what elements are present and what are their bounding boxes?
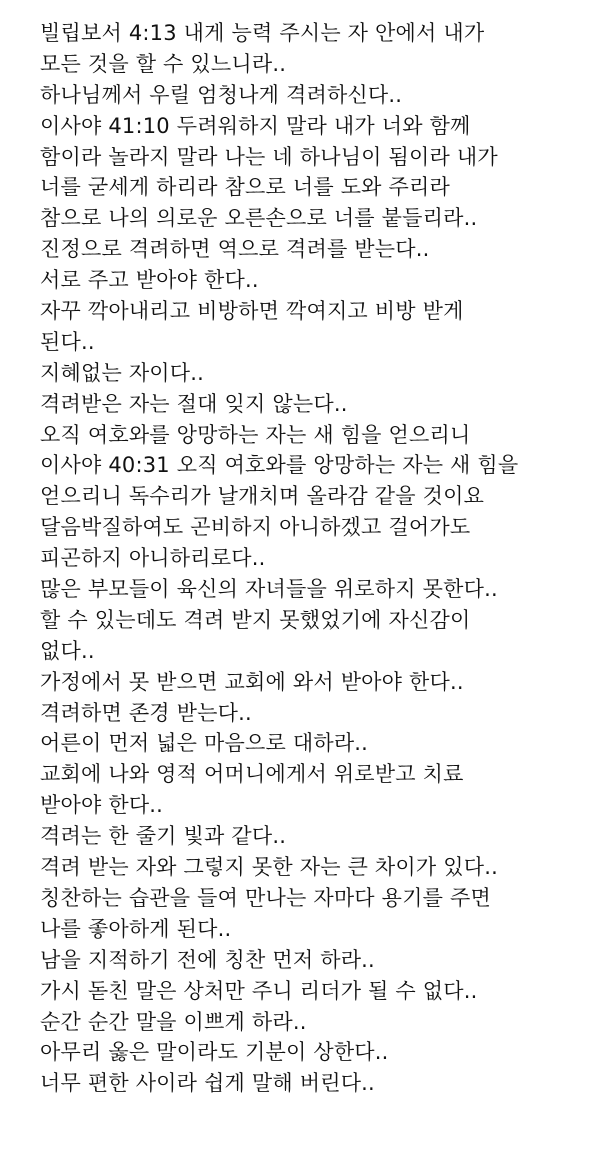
text-line: 서로 주고 받아야 한다.. [40,268,259,293]
text-line: 함이라 놀라지 말라 나는 네 하나님이 됨이라 내가 [40,144,498,169]
text-line: 너를 굳세게 하리라 참으로 너를 도와 주리라 [40,175,450,200]
text-line: 격려하면 존경 받는다.. [40,700,252,725]
text-line: 자꾸 깍아내리고 비방하면 깍여지고 비방 받게 [40,299,464,324]
text-line: 할 수 있는데도 격려 받지 못했었기에 자신감이 [40,607,471,632]
text-line: 남을 지적하기 전에 칭찬 먼저 하라.. [40,947,375,972]
text-line: 격려받은 자는 절대 잊지 않는다.. [40,391,348,416]
text-line: 참으로 나의 의로운 오른손으로 너를 붙들리라.. [40,206,478,231]
text-line: 너무 편한 사이라 쉽게 말해 버린다.. [40,1071,375,1096]
text-line: 나를 좋아하게 된다.. [40,916,232,941]
text-line: 피곤하지 아니하리로다.. [40,546,266,571]
text-line: 모든 것을 할 수 있느니라.. [40,51,287,76]
text-line: 어른이 먼저 넓은 마음으로 대하라.. [40,731,369,756]
text-line: 가정에서 못 받으면 교회에 와서 받아야 한다.. [40,669,464,694]
text-line: 이사야 40:31 오직 여호와를 앙망하는 자는 새 힘을 [40,453,519,478]
text-line: 순간 순간 말을 이쁘게 하라.. [40,1009,307,1034]
text-line: 이사야 41:10 두려워하지 말라 내가 너와 함께 [40,113,471,138]
text-line: 지혜없는 자이다.. [40,360,205,385]
text-line: 칭찬하는 습관을 들여 만나는 자마다 용기를 주면 [40,885,491,910]
text-line: 격려는 한 줄기 빛과 같다.. [40,824,287,849]
text-line: 격려 받는 자와 그렇지 못한 자는 큰 차이가 있다.. [40,855,498,880]
text-line: 오직 여호와를 앙망하는 자는 새 힘을 얻으리니 [40,422,471,447]
text-line: 교회에 나와 영적 어머니에게서 위로받고 치료 [40,762,464,787]
text-line: 가시 돋친 말은 상처만 주니 리더가 될 수 없다.. [40,978,478,1003]
text-line: 아무리 옳은 말이라도 기분이 상한다.. [40,1040,389,1065]
text-line: 하나님께서 우릴 엄청나게 격려하신다.. [40,82,403,107]
text-lines [40,18,584,1099]
text-line: 받아야 한다.. [40,793,164,818]
text-line: 진정으로 격려하면 역으로 격려를 받는다.. [40,237,430,262]
text-line: 많은 부모들이 육신의 자녀들을 위로하지 못한다.. [40,577,498,602]
text-line: 없다.. [40,638,95,663]
text-line: 빌립보서 4:13 내게 능력 주시는 자 안에서 내가 [40,21,485,45]
text-line: 달음박질하여도 곤비하지 아니하겠고 걸어가도 [40,515,471,540]
text-line: 된다.. [40,329,95,354]
text-line: 얻으리니 독수리가 날개치며 올라감 같을 것이요 [40,484,485,509]
